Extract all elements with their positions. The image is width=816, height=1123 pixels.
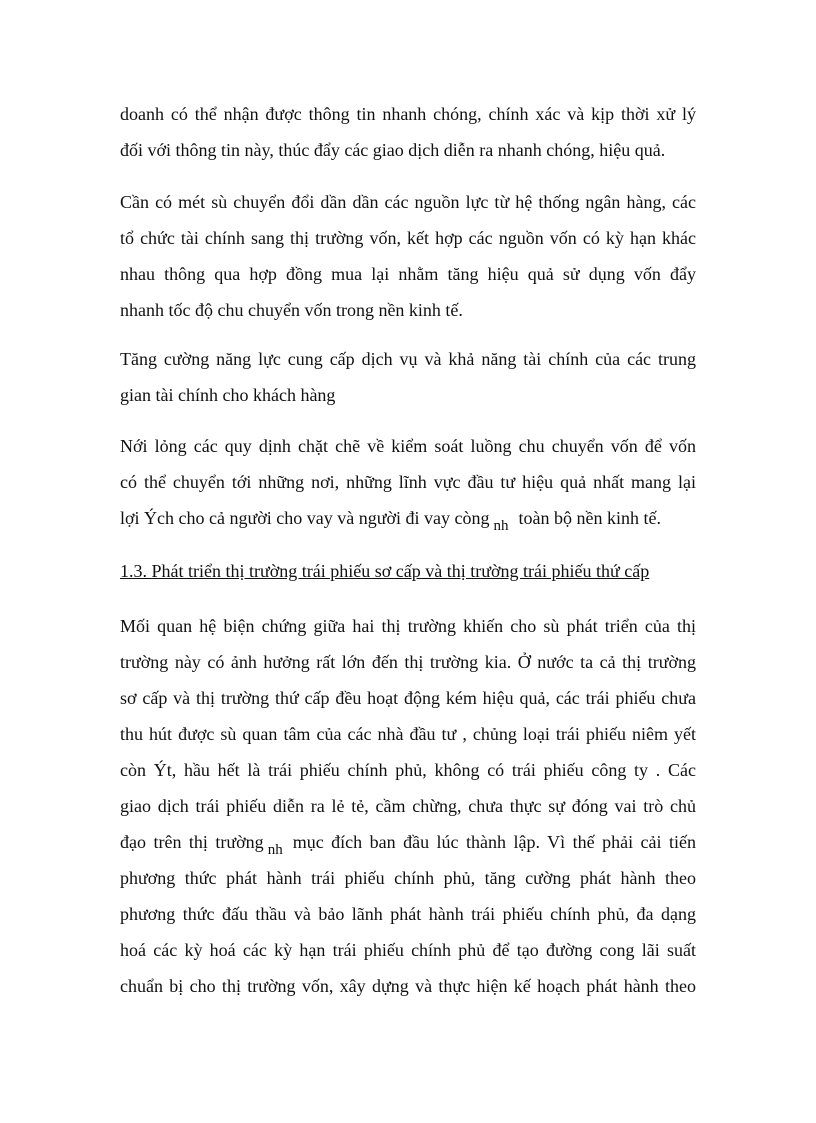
paragraph-4 [120,428,696,536]
text-line: hoá các kỳ hoá các kỳ hạn trái phiếu chính phủ để tạo đường cong lãi suất [120,940,696,960]
text-fragment: toàn bộ nền kinh tế. [518,508,661,528]
subscript-text: nh [267,842,283,858]
text-line-with-subscript [120,824,696,860]
text-line: thu hút được sù quan tâm của các nhà đầu tư , chủng loại trái phiếu niêm yết [120,724,696,744]
paragraph-1 [120,96,696,168]
text-line-with-subscript [120,500,696,536]
paragraph-3 [120,341,696,413]
paragraph-2 [120,184,696,328]
text-line: gian tài chính cho khách hàng [120,385,336,405]
text-line: chuẩn bị cho thị trường vốn, xây dựng và thực hiện kế hoạch phát hành theo [120,976,696,996]
text-line: phương thức phát hành trái phiếu chính phủ, tăng cường phát hành theo [120,868,696,888]
text-line: nhanh tốc độ chu chuyển vốn trong nền kinh tế. [120,300,463,320]
text-line: nhau thông qua hợp đồng mua lại nhằm tăng hiệu quả sử dụng vốn đẩy [120,264,696,284]
text-line: phương thức đấu thầu và bảo lãnh phát hành trái phiếu chính phủ, đa dạng [120,904,696,924]
subscript-text: nh [493,518,509,534]
text-line: Cần có mét sù chuyển đổi dần dần các nguồn lực từ hệ thống ngân hàng, các [120,192,696,212]
paragraph-5 [120,608,696,1004]
text-line: giao dịch trái phiếu diễn ra lẻ tẻ, cầm chừng, chưa thực sự đóng vai trò chủ [120,796,696,816]
text-line: Tăng cường năng lực cung cấp dịch vụ và khả năng tài chính của các trung [120,349,696,369]
text-line: còn Ýt, hầu hết là trái phiếu chính phủ, không có trái phiếu công ty . Các [120,760,696,780]
text-line: có thể chuyển tới những nơi, những lĩnh vực đầu tư hiệu quả nhất mang lại [120,472,696,492]
section-heading: 1.3. Phát triển thị trường trái phiếu sơ cấp và thị trường trái phiếu thứ cấp [120,561,650,581]
text-line: tổ chức tài chính sang thị trường vốn, kết hợp các nguồn vốn có kỳ hạn khác [120,228,696,248]
text-fragment: mục đích ban đầu lúc thành lập. Vì thế phải cải tiến [292,832,696,852]
text-line: sơ cấp và thị trường thứ cấp đều hoạt động kém hiệu quả, các trái phiếu chưa [120,688,696,708]
text-line: Mối quan hệ biện chứng giữa hai thị trường khiến cho sù phát triển của thị [120,616,696,636]
text-line: doanh có thể nhận được thông tin nhanh chóng, chính xác và kịp thời xử lý [120,104,696,124]
text-fragment: đạo trên thị trường [120,832,264,852]
text-line: đối với thông tin này, thúc đẩy các giao dịch diễn ra nhanh chóng, hiệu quả. [120,140,666,160]
text-fragment: lợi Ých cho cả người cho vay và người đi vay còng [120,508,490,528]
text-line: Nới lỏng các quy dịnh chặt chẽ về kiểm soát luồng chu chuyển vốn để vốn [120,436,696,456]
text-line: trường này có ảnh hưởng rất lớn đến thị trường kia. Ở nước ta cả thị trường [120,652,696,672]
